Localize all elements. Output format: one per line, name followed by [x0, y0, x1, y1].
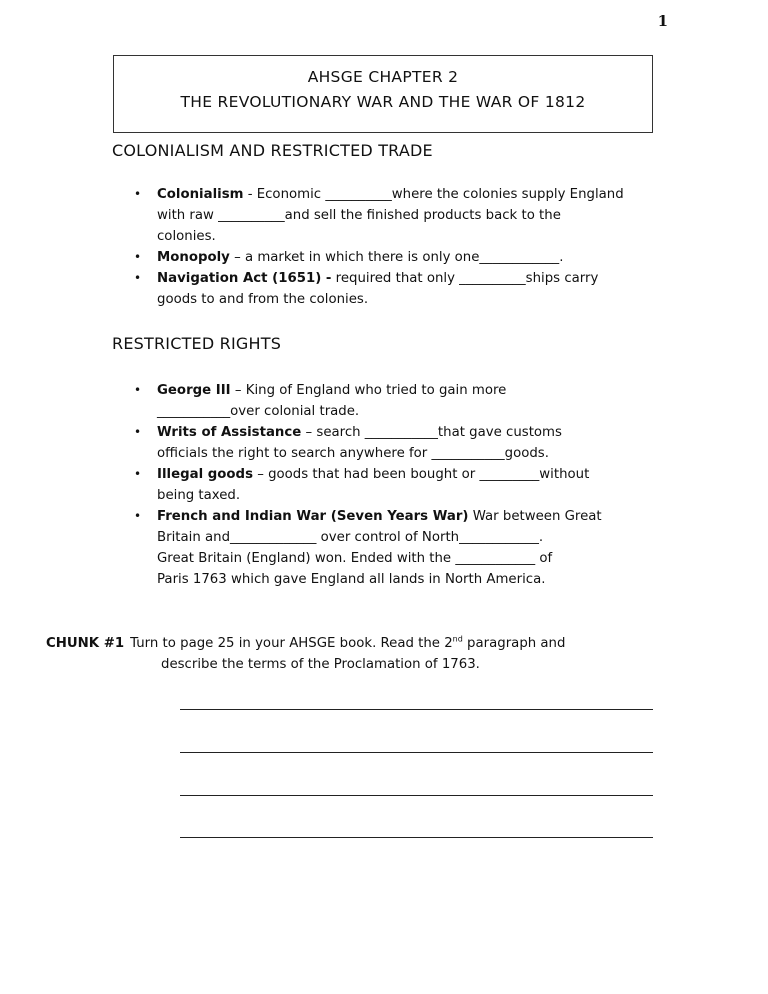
definition-text: ___________over colonial trade. [157, 404, 360, 419]
restricted-rights-list [130, 380, 670, 590]
definition-text: – King of England who tried to gain more [230, 383, 507, 398]
term: Writs of Assistance [157, 425, 302, 440]
term: George III [157, 383, 231, 398]
definition-text: – goods that had been bought or _________without [252, 467, 590, 482]
page-number: 1 [657, 12, 668, 30]
definition-text: being taxed. [157, 488, 241, 503]
definition-text: - Economic __________where the colonies supply England [243, 187, 624, 202]
chunk-text: Turn to page 25 in your AHSGE book. Read the 2 [130, 636, 453, 651]
definition-text: Great Britain (England) won. Ended with the ____________ of [157, 551, 553, 566]
list-item [130, 247, 670, 268]
chapter-title: AHSGE CHAPTER 2 [307, 68, 459, 86]
chapter-subtitle: THE REVOLUTIONARY WAR AND THE WAR OF 1812 [180, 93, 586, 111]
term: Illegal goods [157, 467, 253, 482]
list-item [130, 184, 670, 247]
section-heading-colonialism: COLONIALISM AND RESTRICTED TRADE [112, 141, 433, 160]
definition-text: goods to and from the colonies. [157, 292, 369, 307]
chunk-label: CHUNK #1 [46, 636, 125, 651]
list-item [130, 464, 670, 506]
definition-text: Britain and_____________ over control of North____________. [157, 530, 544, 545]
term: Navigation Act (1651) - [157, 271, 332, 286]
answer-line[interactable] [180, 752, 653, 753]
definition-text: War between Great [468, 509, 602, 524]
term: French and Indian War (Seven Years War) [157, 509, 469, 524]
answer-line[interactable] [180, 795, 653, 796]
list-item [130, 380, 670, 422]
definition-text: Paris 1763 which gave England all lands in North America. [157, 572, 546, 587]
chunk-prompt [46, 633, 666, 675]
term: Colonialism [157, 187, 244, 202]
definition-text: – a market in which there is only one____________. [229, 250, 564, 265]
definition-text: required that only __________ships carry [331, 271, 599, 286]
definition-text: officials the right to search anywhere for ___________goods. [157, 446, 549, 461]
chunk-text: paragraph and [462, 636, 566, 651]
list-item [130, 422, 670, 464]
definition-text: – search ___________that gave customs [301, 425, 562, 440]
answer-line[interactable] [180, 837, 653, 838]
colonialism-list [130, 184, 670, 310]
section-heading-restricted-rights: RESTRICTED RIGHTS [112, 334, 282, 353]
list-item [130, 506, 670, 590]
term: Monopoly [157, 250, 230, 265]
list-item [130, 268, 670, 310]
definition-text: colonies. [157, 229, 216, 244]
chunk-superscript: nd [452, 634, 463, 644]
answer-line[interactable] [180, 709, 653, 710]
chunk-line-1 [46, 633, 666, 654]
chunk-line-2: describe the terms of the Proclamation of 1763. [161, 657, 480, 672]
definition-text: with raw __________and sell the finished products back to the [157, 208, 561, 223]
chapter-title-box [113, 55, 653, 133]
